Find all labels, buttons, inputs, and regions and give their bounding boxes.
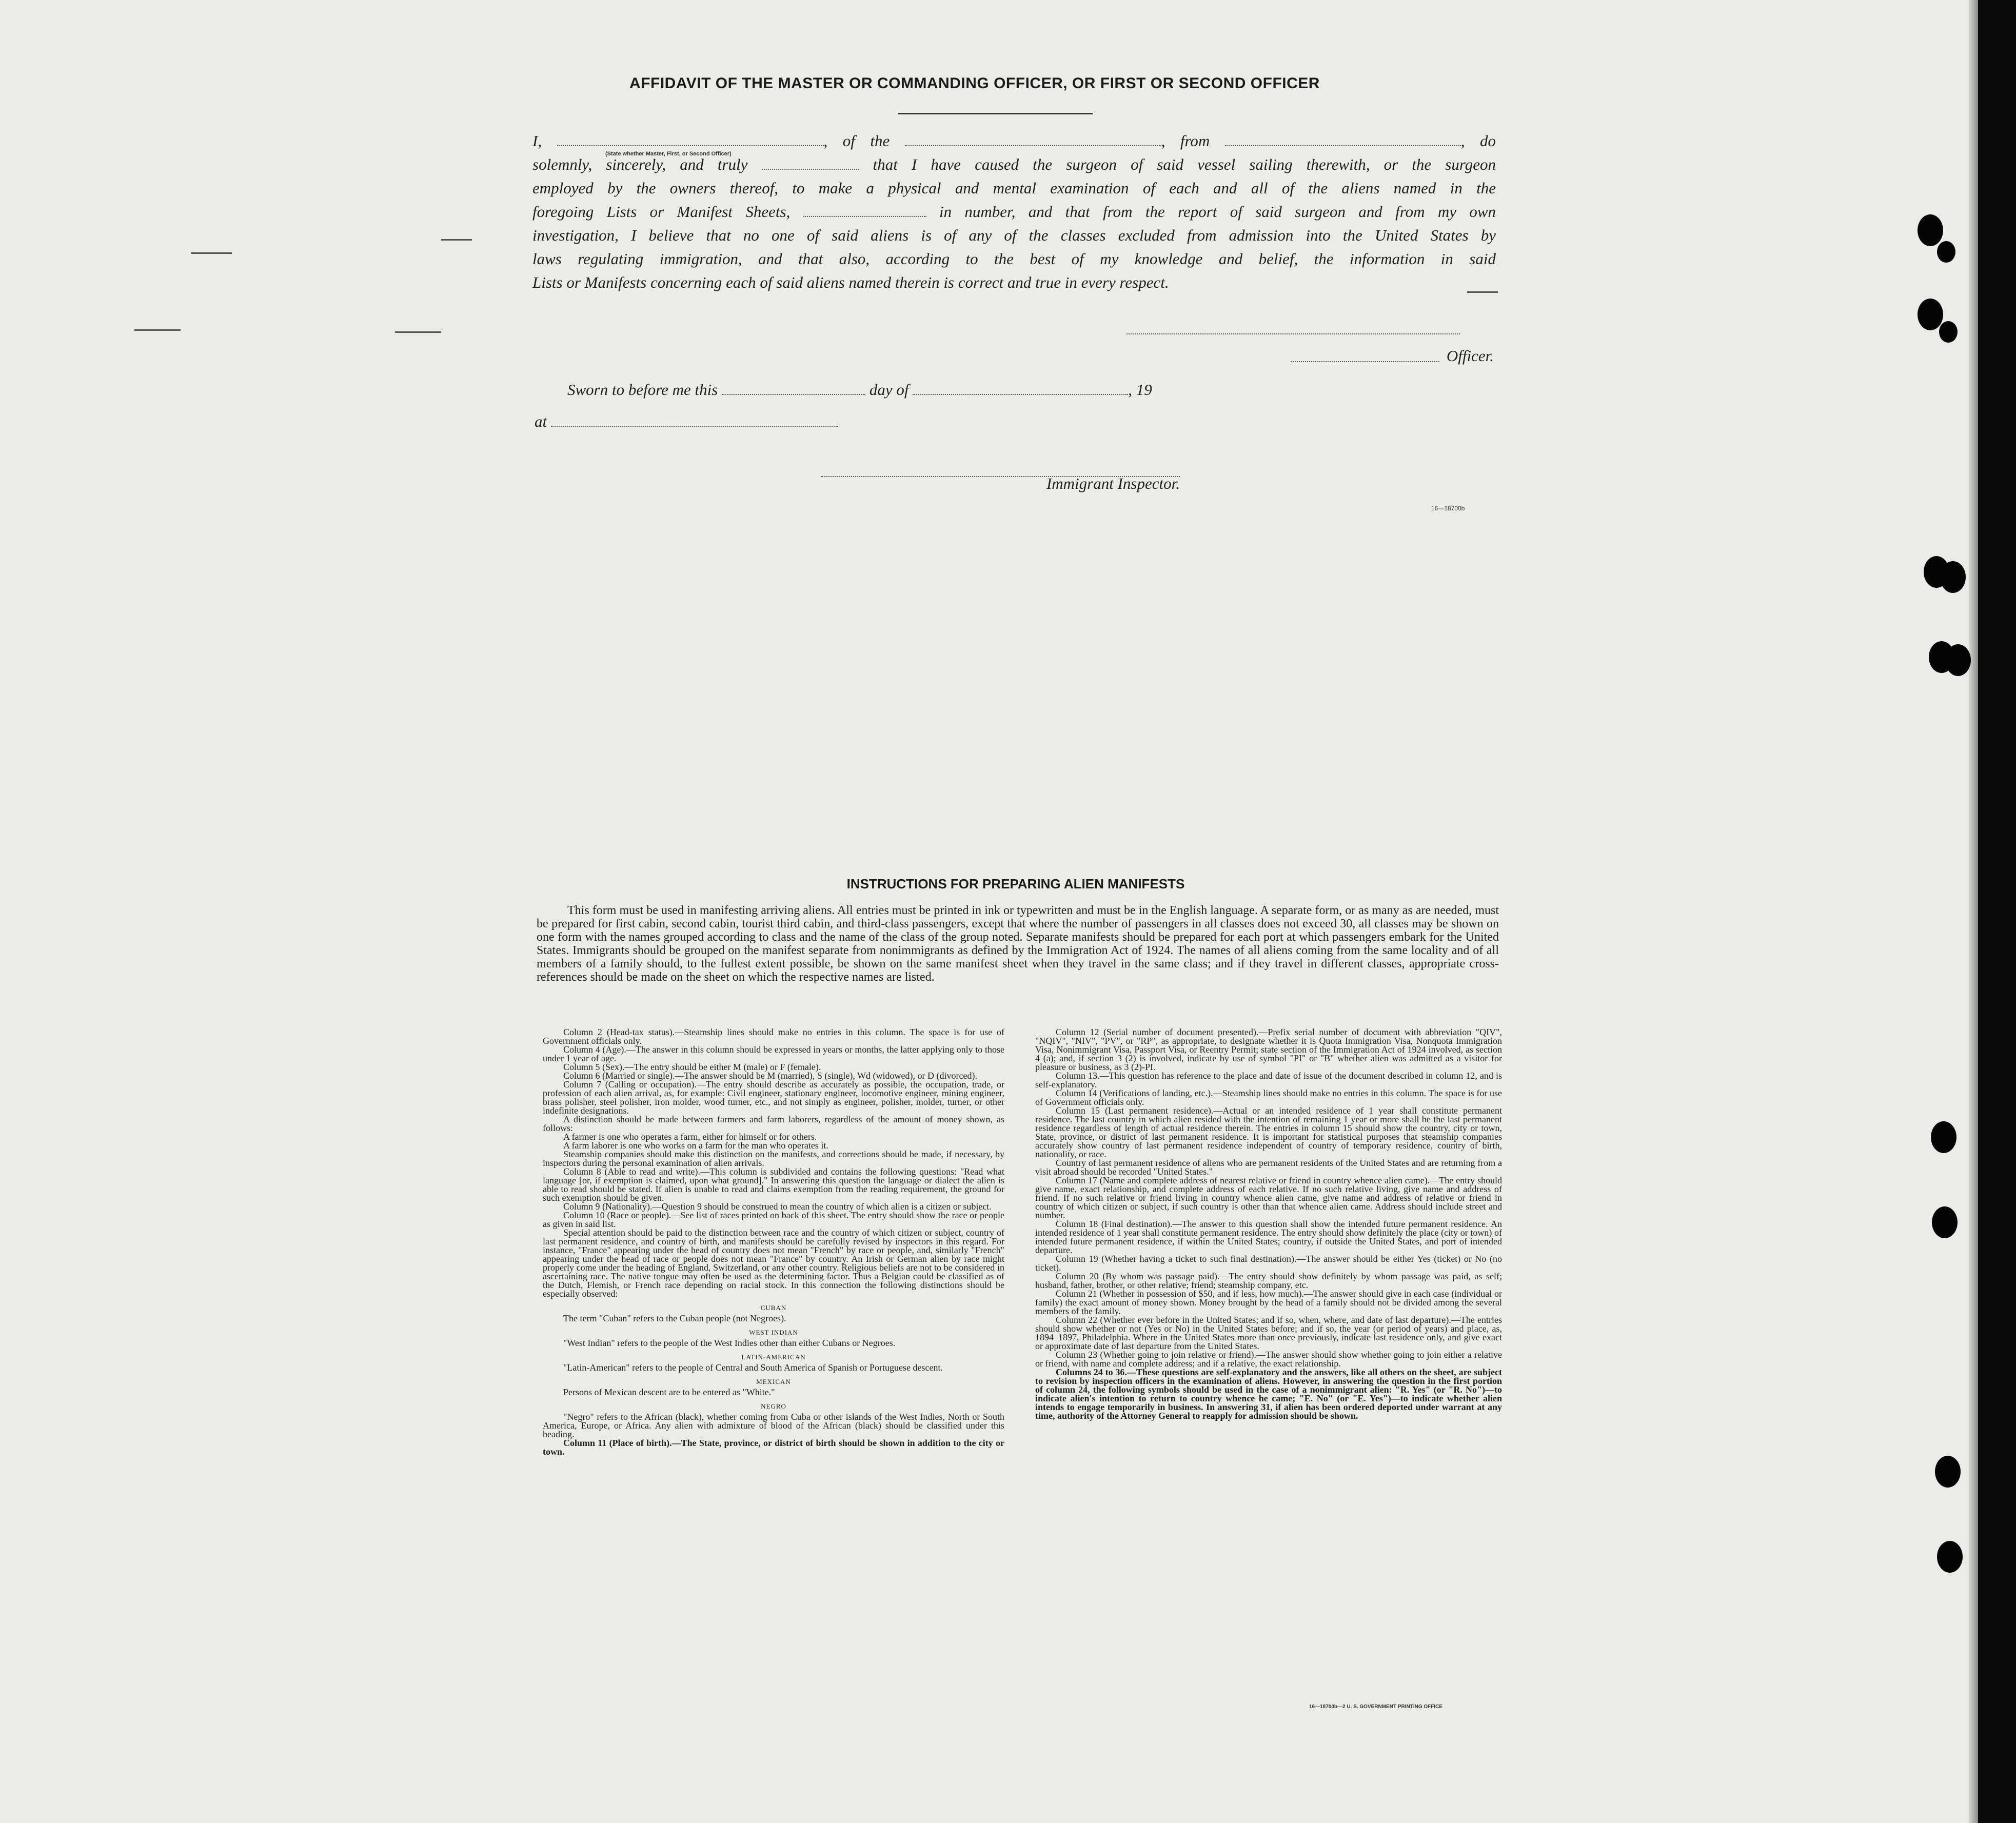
sworn-place-field[interactable] — [551, 413, 838, 427]
paragraph: Column 5 (Sex).—The entry should be either M (male) or F (female). — [563, 1062, 821, 1072]
affidavit-line-4: foregoing Lists or Manifest Sheets, in number, and that from the report of said surgeon and from my own — [532, 203, 1496, 221]
vessel-name-field[interactable] — [905, 133, 1161, 146]
scan-speck — [191, 252, 232, 254]
punch-hole — [1932, 1206, 1958, 1238]
paragraph: Column 21 (Whether in possession of $50, and if less, how much).—The answer should give in each case (individual or family) the exact amount of money shown. Money brought by the head of a family should not be divided among the several members of the family. — [1035, 1289, 1502, 1316]
paragraph: Column 7 (Calling or occupation).—The entry should describe as accurately as possible, the occupation, trade, or profession of each alien arrival, as, for example: Civil engineer, stationary engineer, locomotive engineer, mining engineer, brass polisher, steel polisher, iron molder, wood turner, etc., and not simply as engineer, polisher, molder, turner, or other indefinite designations. — [543, 1079, 1004, 1116]
affidavit-line-7: Lists or Manifests concerning each of said aliens named therein is correct and true in every respect. — [532, 273, 1169, 291]
affidavit-line-3: employed by the owners thereof, to make a physical and mental examination of each and all of the aliens named in the — [532, 179, 1496, 197]
paragraph: Steamship companies should make this distinction on the manifests, and corrections should be made, if necessary, by inspectors during the personal examination of alien arrivals. — [543, 1149, 1004, 1168]
affidavit-line-6: laws regulating immigration, and that also, according to the best of my knowledge and belief, the information in said — [532, 250, 1496, 268]
punch-hole — [1931, 1121, 1956, 1153]
instructions-title: INSTRUCTIONS FOR PREPARING ALIEN MANIFESTS — [846, 876, 1185, 891]
paragraph: "Negro" refers to the African (black), whether coming from Cuba or other islands of the West Indies, North or South America, Europe, or Africa. Any alien with admixture of blood of the African (black) should be classified under this heading. — [543, 1412, 1004, 1439]
inspector-label: Immigrant Inspector. — [1046, 474, 1180, 492]
officer-label: Officer. — [1446, 347, 1494, 365]
paragraph: Country of last permanent residence of aliens who are permanent residents of the United States and are returning from a visit abroad should be recorded "United States." — [1035, 1158, 1502, 1177]
paragraph: Column 15 (Last permanent residence).—Actual or an intended residence of 1 year shall constitute permanent residence. The last country in which alien resided with the intention of remaining 1 year or more shall be the last permanent residence regardless of length of actual residence therein. The entries in column 15 should show the country, city or town, State, province, or district of last permanent residence. It is important for statistical purposes that steamship companies accurately show country of last permanent residence independent of country of temporary residence, country of birth, nationality, or race. — [1035, 1105, 1502, 1159]
paragraph: "West Indian" refers to the people of the West Indies other than either Cubans or Negroes. — [563, 1338, 896, 1348]
instructions-intro: This form must be used in manifesting arriving aliens. All entries must be printed in ink or typewritten and must be in the English language. A separate form, or as many as are needed, must be prepared for first cabin, second cabin, tourist third cabin, and third-class passengers, except that where the number of passengers in all classes does not exceed 30, all classes may be shown on one form with the names grouped according to class and the name of the class of the group noted. Separate manifests should be prepared for each port at which passengers embark for the United States. Immigrants should be grouped on the manifest separate from nonimmigrants as defined by the Immigration Act of 1924. The names of all aliens coming from the same locality and of all members of a family should, to the fullest extent possible, be shown on the same manifest sheet when they travel in the same class; and if they travel in different classes, appropriate cross-references should be made on the sheet on which the respective names are listed. — [537, 904, 1499, 984]
paragraph: Column 20 (By whom was passage paid).—The entry should show definitely by whom passage was paid, as self; husband, father, brother, or other relative; friend; steamship company, etc. — [1035, 1271, 1502, 1290]
instructions-right-column — [1035, 1028, 1502, 1420]
scan-speck — [395, 331, 441, 333]
scan-speck — [134, 329, 181, 331]
paragraph: Persons of Mexican descent are to be entered as "White." — [563, 1387, 775, 1397]
punch-hole — [1940, 561, 1966, 593]
page-edge — [1969, 0, 1978, 1823]
officer-rank-field[interactable] — [557, 133, 824, 146]
race-heading-latin-american: LATIN-AMERICAN — [741, 1353, 806, 1361]
punch-hole — [1935, 1456, 1961, 1488]
affidavit-title: AFFIDAVIT OF THE MASTER OR COMMANDING OFFICER, OR FIRST OR SECOND OFFICER — [629, 75, 1320, 92]
instructions-left-column — [543, 1028, 1004, 1456]
punch-hole — [1939, 321, 1958, 343]
paragraph: Column 22 (Whether ever before in the United States; and if so, when, where, and date of last departure).—The entries should show whether or not (Yes or No) in the United States before; and if so, the year (or period of years) and place, as, 1894–1897, Philadelphia. Where in the United States more than once previously, indicate last residence only, and give exact or approximate date of last departure from the United States. — [1035, 1315, 1502, 1351]
signature-line[interactable] — [1126, 333, 1460, 334]
race-heading-negro: NEGRO — [761, 1402, 786, 1410]
title-rule — [898, 113, 1093, 114]
affidavit-line-1: I, , of the , from , do — [532, 132, 1496, 150]
race-heading-west-indian: WEST INDIAN — [749, 1329, 798, 1336]
paragraph: Column 11 (Place of birth).—The State, province, or district of birth should be shown in addition to the city or town. — [543, 1438, 1004, 1457]
printing-office-footer: 16—18700b—2 U. S. GOVERNMENT PRINTING OFFICE — [1309, 1704, 1443, 1710]
paragraph: A farm laborer is one who works on a farm for the man who operates it. — [563, 1140, 828, 1151]
paragraph: Column 14 (Verifications of landing, etc.).—Steamship lines should make no entries in this column. The space is for use of Government officials only. — [1035, 1088, 1502, 1107]
port-from-field[interactable] — [1225, 133, 1461, 146]
paragraph: Column 12 (Serial number of document presented).—Prefix serial number of document with abbreviation "QIV", "NQIV", "NIV", "PV", or "RP", as appropriate, to designate whether it is Quota Immigration Visa, Nonquota Immigration Visa, Nonimmigrant Visa, Passport Visa, or Reentry Permit; state section of the Immigration Act of 1924 involved, as section 4 (a); and, if section 3 (2) is involved, indicate by use of symbol "PI" or "B" whether alien was admitted as a visitor for pleasure or business, as 3 (2)-PI. — [1035, 1027, 1502, 1072]
paragraph: A farmer is one who operates a farm, either for himself or for others. — [563, 1132, 817, 1142]
state-rank-note: (State whether Master, First, or Second Officer) — [605, 151, 732, 157]
paragraph: Column 17 (Name and complete address of nearest relative or friend in country whence alien came).—The entry should give name, exact relationship, and complete address of each relative. If no such relative living, give name and address of friend. If no such relative or friend living in country whence alien came, give name and address of relative or friend in country of which citizen or subject, if such country is other than that whence alien came. Address should include street and number. — [1035, 1175, 1502, 1220]
sheet-count-field[interactable] — [803, 204, 926, 217]
affidavit-line-2: solemnly, sincerely, and truly that I have caused the surgeon of said vessel sailing therewith, or the surgeon — [532, 155, 1496, 173]
paragraph: "Latin-American" refers to the people of Central and South America of Spanish or Portuguese descent. — [563, 1362, 943, 1373]
paragraph: Column 4 (Age).—The answer in this column should be expressed in years or months, the latter applying only to those under 1 year of age. — [543, 1044, 1004, 1063]
paragraph: Column 8 (Able to read and write).—This column is subdivided and contains the following questions: "Read what language [or, if exemption is claimed, upon what ground]." In answering this question the language or dialect the alien is able to read should be stated. If alien is unable to read and claims exemption from the reading requirement, the ground for such exemption should be given. — [543, 1166, 1004, 1203]
scan-speck — [441, 239, 472, 241]
paragraph: Column 2 (Head-tax status).—Steamship lines should make no entries in this column. The space is for use of Government officials only. — [543, 1027, 1004, 1046]
paragraph: Column 13.—This question has reference to the place and date of issue of the document described in column 12, and is self-explanatory. — [1035, 1071, 1502, 1089]
punch-hole — [1937, 241, 1955, 263]
paragraph: Column 18 (Final destination).—The answer to this question shall show the intended future permanent residence. An intended residence of 1 year shall constitute permanent residence. The entry should show definitely the place (city or town) of intended future permanent residence, if within the United States; country, if outside the United States, and port of intended departure. — [1035, 1219, 1502, 1255]
race-heading-cuban: CUBAN — [760, 1304, 787, 1312]
paragraph: Column 23 (Whether going to join relative or friend).—The answer should show whether going to join either a relative or friend, with name and complete address; and if a relative, the exact relationship. — [1035, 1350, 1502, 1369]
sworn-line: Sworn to before me this day of , 19 — [567, 381, 1152, 399]
paragraph: A distinction should be made between farmers and farm laborers, regardless of the amount of money shown, as follows: — [543, 1114, 1004, 1133]
paragraph: Column 10 (Race or people).—See list of races printed on back of this sheet. The entry should show the race or people as given in said list. — [543, 1210, 1004, 1229]
paragraph: Column 9 (Nationality).—Question 9 should be construed to mean the country of which alien is a citizen or subject. — [563, 1201, 992, 1212]
oath-field[interactable] — [762, 156, 859, 170]
form-number: 16—18700b — [1431, 505, 1465, 512]
race-heading-mexican: MEXICAN — [756, 1378, 791, 1385]
paragraph: Column 6 (Married or single).—The answer should be M (married), S (single), Wd (widowed), or D (divorced). — [563, 1071, 977, 1081]
punch-hole — [1945, 644, 1971, 676]
punch-hole — [1937, 1541, 1963, 1573]
sworn-day-field[interactable] — [722, 382, 865, 395]
affidavit-line-5: investigation, I believe that no one of said aliens is of any of the classes excluded from admission into the United States by — [532, 226, 1496, 244]
paragraph: The term "Cuban" refers to the Cuban people (not Negroes). — [563, 1313, 786, 1323]
sworn-place: at — [535, 412, 838, 431]
punch-hole — [1918, 299, 1943, 330]
paragraph: Columns 24 to 36.—These questions are self-explanatory and the answers, like all others on the sheet, are subject to revision by inspection officers in the examination of aliens. However, in answering the question in the first portion of column 24, the following symbols should be used in the case of a nonimmigrant alien: "R. Yes" (or "R. No")—to indicate alien's intention to return to country whence he came; "E. No" (or "E. Yes")—to indicate whether alien intends to engage temporarily in business. In answering 31, if alien has been ordered deported under warrant at any time, authority of the Attorney General to reapply for admission should be shown. — [1035, 1367, 1502, 1421]
paragraph: Column 19 (Whether having a ticket to such final destination).—The answer should be either Yes (ticket) or No (no ticket). — [1035, 1254, 1502, 1273]
paragraph: Special attention should be paid to the distinction between race and the country of which citizen or subject, country of last permanent residence, and country of birth, and manifests should be carefully revised by inspectors in this regard. For instance, "France" appearing under the head of country does not mean "French" by race or people, and, similarly "French" appearing under the head of race or people does not mean "France" by country. An Irish or German alien by race might properly come under the heading of England, Switzerland, or any other country. Religious beliefs are not to be considered in ascertaining race. The native tongue may often be used as the determining factor. Thus a Belgian could be classified as of the Dutch, Flemish, or French race depending on racial stock. In this connection the following distinctions should be especially observed: — [543, 1227, 1004, 1299]
sworn-month-field[interactable] — [913, 382, 1128, 395]
punch-hole — [1918, 214, 1943, 246]
